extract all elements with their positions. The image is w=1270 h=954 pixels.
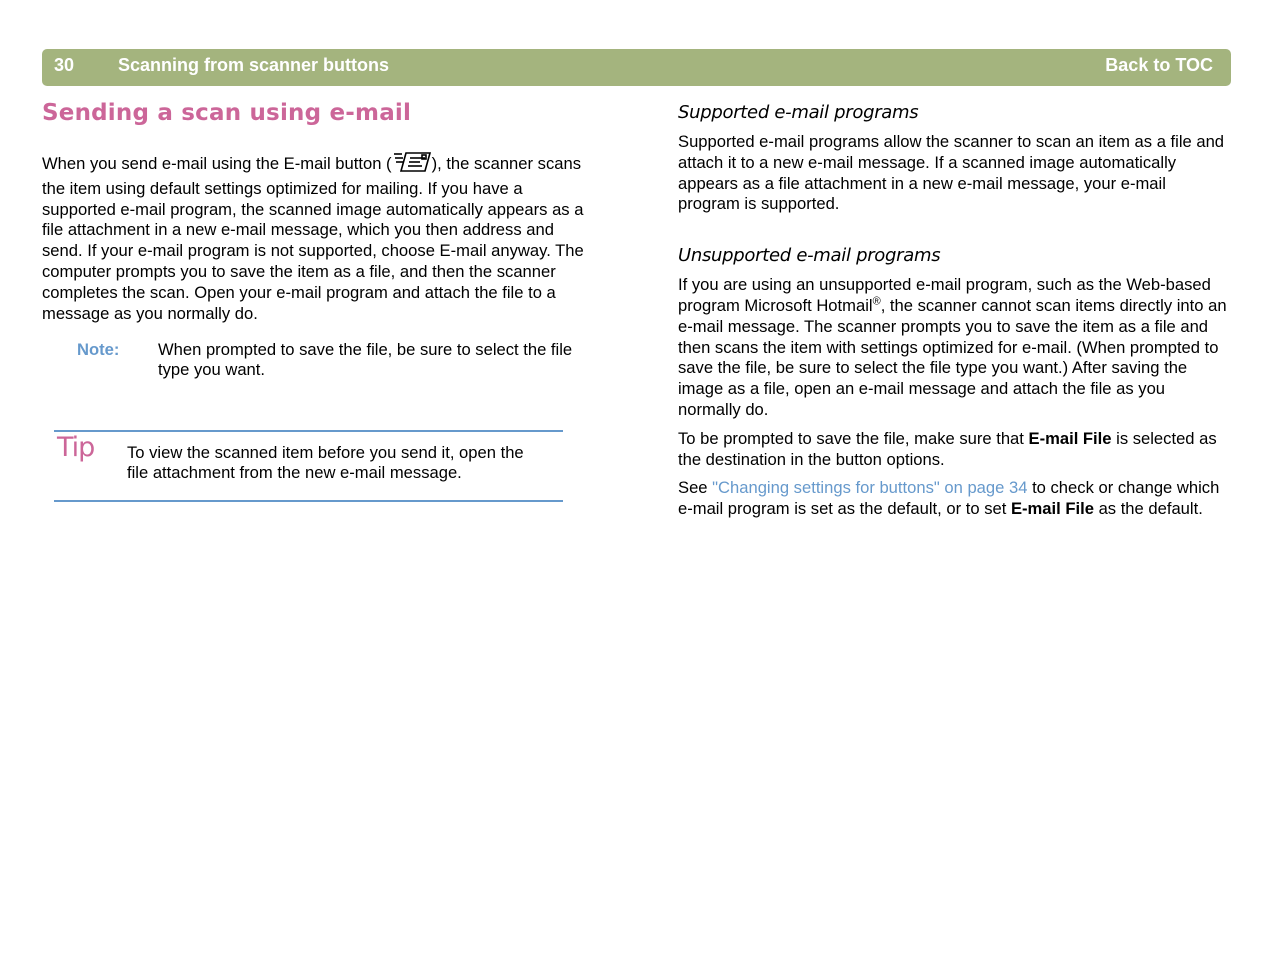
unsupported-text-1: If you are using an unsupported e-mail program, such as the Web-based program Microsoft Hotmail [678, 275, 1211, 315]
note-label: Note: [77, 340, 120, 360]
page-number: 30 [54, 55, 75, 75]
unsupported-paragraph [678, 275, 1230, 421]
intro-text-before-icon: When you send e-mail using the E-mail button ( [42, 154, 392, 173]
tip-box [54, 430, 563, 502]
section-title: Scanning from scanner buttons [118, 55, 390, 75]
registered-mark: ® [872, 295, 881, 308]
intro-paragraph [42, 151, 590, 324]
unsupported-heading: Unsupported e-mail programs [678, 245, 941, 267]
tip-text: To view the scanned item before you send it, open the file attachment from the new e-mail message. [127, 443, 524, 482]
see-paragraph [678, 478, 1230, 520]
left-column [42, 100, 590, 384]
tip-label: Tip [57, 432, 95, 463]
prompt-text-before: To be prompted to save the file, make sure that [678, 428, 1029, 448]
email-button-icon [392, 151, 432, 179]
intro-text-after-icon: ), the scanner scans the item using default settings optimized for mailing. If you have a supported e-mail program, the scanned image automatically appears as a file attachment in a new e-mail message, which you then address and send. If your e-mail program is not supported, choose E-mail anyway. The computer prompts you to save the item as a file, and then the scanner completes the scan. Open your e-mail program and attach the file to a message as you normally do. [42, 154, 584, 323]
unsupported-text-2: , the scanner cannot scan items directly into an e-mail message. The scanner prompts you to save the item as a file and then scans the item with settings optimized for e-mail. (When prompted to save the file, be sure to select the file type you want.) After saving the image as a file, open an e-mail message and attach the file as you normally do. [678, 295, 1227, 419]
prompt-paragraph [678, 429, 1230, 471]
page-title: Sending a scan using e-mail [42, 100, 412, 126]
back-to-toc-link[interactable]: Back to TOC [1105, 55, 1213, 75]
see-text-middle: to check or change which e-mail program is set as the default, or to set [678, 478, 1220, 519]
note-block [77, 340, 590, 384]
changing-settings-link[interactable]: "Changing settings for buttons" on page 34 [712, 478, 1028, 498]
note-text: When prompted to save the file, be sure to select the file type you want. [158, 340, 573, 380]
see-text-before: See [678, 478, 713, 498]
right-column [678, 102, 1230, 520]
prompt-text-after: is selected as the destination in the button options. [678, 428, 1217, 469]
header-bar [42, 49, 1231, 86]
prompt-bold-email-file: E-mail File [1028, 428, 1112, 448]
supported-paragraph: Supported e-mail programs allow the scanner to scan an item as a file and attach it to a new e-mail message. If a scanned image automatically appears as a file attachment in a new e-mail message, your e-mail program is supported. [678, 132, 1225, 214]
see-text-after: as the default. [1093, 499, 1203, 519]
see-bold-email-file: E-mail File [1010, 499, 1094, 519]
supported-heading: Supported e-mail programs [678, 102, 919, 123]
